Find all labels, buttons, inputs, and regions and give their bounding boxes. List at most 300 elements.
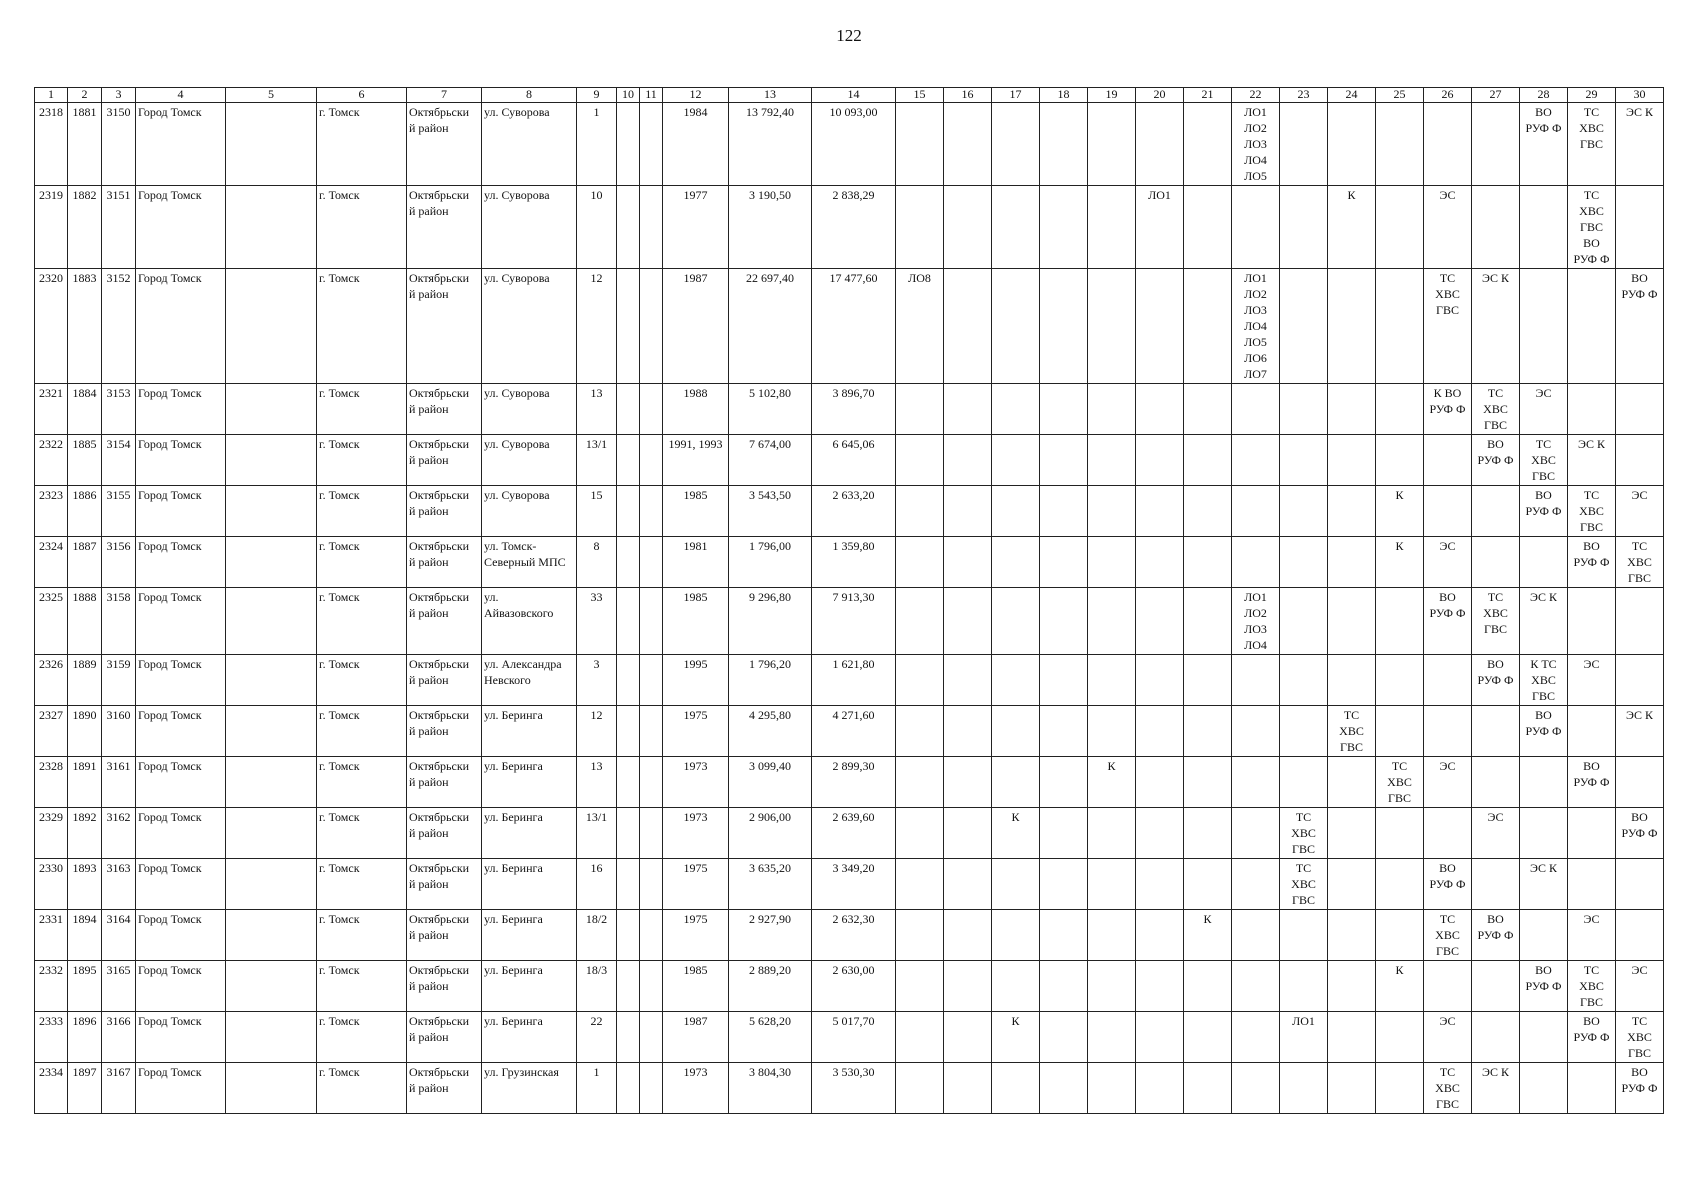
table-cell-col-6: г. Томск (317, 103, 407, 186)
table-cell-col-17: К (992, 808, 1040, 859)
table-cell-col-13: 3 543,50 (729, 486, 812, 537)
table-cell-col-21 (1184, 269, 1232, 384)
column-header-1: 1 (35, 88, 68, 103)
table-cell-col-22 (1232, 910, 1280, 961)
table-cell-col-7: Октябрьски й район (407, 435, 482, 486)
table-cell-col-19 (1088, 910, 1136, 961)
table-cell-col-9: 1 (577, 103, 617, 186)
table-cell-col-30 (1616, 859, 1664, 910)
table-cell-col-30: ВО РУФ Ф (1616, 269, 1664, 384)
table-cell-col-15 (896, 757, 944, 808)
table-cell-col-20 (1136, 961, 1184, 1012)
table-cell-col-1: 2331 (35, 910, 68, 961)
table-cell-col-30: ВО РУФ Ф (1616, 808, 1664, 859)
table-cell-col-27: ВО РУФ Ф (1472, 435, 1520, 486)
table-cell-col-20 (1136, 1012, 1184, 1063)
table-cell-col-12: 1987 (663, 1012, 729, 1063)
table-cell-col-9: 10 (577, 186, 617, 269)
table-cell-col-1: 2319 (35, 186, 68, 269)
table-row (35, 186, 1664, 269)
table-cell-col-8: ул. Александра Невского (482, 655, 577, 706)
table-cell-col-1: 2329 (35, 808, 68, 859)
table-cell-col-18 (1040, 435, 1088, 486)
table-cell-col-11 (640, 808, 663, 859)
table-cell-col-16 (944, 706, 992, 757)
table-cell-col-1: 2328 (35, 757, 68, 808)
table-cell-col-4: Город Томск (136, 269, 226, 384)
table-cell-col-9: 18/2 (577, 910, 617, 961)
table-cell-col-21: К (1184, 910, 1232, 961)
table-cell-col-12: 1973 (663, 757, 729, 808)
table-cell-col-19 (1088, 537, 1136, 588)
table-cell-col-29: ВО РУФ Ф (1568, 1012, 1616, 1063)
table-cell-col-8: ул. Грузинская (482, 1063, 577, 1114)
table-cell-col-22 (1232, 186, 1280, 269)
table-cell-col-22 (1232, 1063, 1280, 1114)
table-cell-col-23 (1280, 588, 1328, 655)
column-header-8: 8 (482, 88, 577, 103)
table-cell-col-14: 3 530,30 (812, 1063, 896, 1114)
table-cell-col-28: ТС ХВС ГВС (1520, 435, 1568, 486)
table-cell-col-3: 3160 (102, 706, 136, 757)
table-row (35, 1063, 1664, 1114)
table-cell-col-7: Октябрьски й район (407, 910, 482, 961)
table-cell-col-25 (1376, 910, 1424, 961)
table-cell-col-30 (1616, 588, 1664, 655)
table-cell-col-27 (1472, 537, 1520, 588)
table-cell-col-9: 13 (577, 757, 617, 808)
table-cell-col-24 (1328, 1063, 1376, 1114)
table-cell-col-17 (992, 486, 1040, 537)
table-cell-col-20 (1136, 435, 1184, 486)
table-cell-col-8: ул. Беринга (482, 808, 577, 859)
table-cell-col-17 (992, 435, 1040, 486)
table-cell-col-26: ВО РУФ Ф (1424, 859, 1472, 910)
table-cell-col-24 (1328, 655, 1376, 706)
column-header-7: 7 (407, 88, 482, 103)
table-cell-col-26: ТС ХВС ГВС (1424, 910, 1472, 961)
table-cell-col-19: К (1088, 757, 1136, 808)
table-cell-col-13: 3 190,50 (729, 186, 812, 269)
table-cell-col-17 (992, 655, 1040, 706)
table-cell-col-25 (1376, 384, 1424, 435)
table-cell-col-4: Город Томск (136, 655, 226, 706)
table-cell-col-15: ЛО8 (896, 269, 944, 384)
table-cell-col-27: ЭС (1472, 808, 1520, 859)
table-cell-col-5 (226, 706, 317, 757)
table-cell-col-22: ЛО1 ЛО2 ЛО3 ЛО4 (1232, 588, 1280, 655)
column-header-20: 20 (1136, 88, 1184, 103)
table-cell-col-11 (640, 961, 663, 1012)
table-cell-col-1: 2324 (35, 537, 68, 588)
table-cell-col-6: г. Томск (317, 486, 407, 537)
table-cell-col-20 (1136, 486, 1184, 537)
column-header-12: 12 (663, 88, 729, 103)
table-cell-col-14: 6 645,06 (812, 435, 896, 486)
table-cell-col-11 (640, 588, 663, 655)
table-cell-col-24 (1328, 588, 1376, 655)
table-cell-col-18 (1040, 859, 1088, 910)
table-cell-col-19 (1088, 808, 1136, 859)
table-cell-col-3: 3166 (102, 1012, 136, 1063)
table-cell-col-26: ЭС (1424, 186, 1472, 269)
table-cell-col-5 (226, 859, 317, 910)
table-cell-col-19 (1088, 1012, 1136, 1063)
table-cell-col-30 (1616, 384, 1664, 435)
table-cell-col-28: ВО РУФ Ф (1520, 486, 1568, 537)
table-cell-col-12: 1985 (663, 588, 729, 655)
table-cell-col-15 (896, 186, 944, 269)
table-cell-col-13: 7 674,00 (729, 435, 812, 486)
table-cell-col-29 (1568, 384, 1616, 435)
table-cell-col-23: ТС ХВС ГВС (1280, 859, 1328, 910)
table-row (35, 384, 1664, 435)
table-cell-col-29: ВО РУФ Ф (1568, 537, 1616, 588)
table-cell-col-22 (1232, 537, 1280, 588)
table-cell-col-23 (1280, 706, 1328, 757)
table-cell-col-3: 3163 (102, 859, 136, 910)
table-cell-col-4: Город Томск (136, 588, 226, 655)
table-cell-col-6: г. Томск (317, 588, 407, 655)
table-cell-col-19 (1088, 961, 1136, 1012)
page-number: 122 (836, 26, 862, 45)
table-cell-col-5 (226, 486, 317, 537)
table-cell-col-27: ВО РУФ Ф (1472, 910, 1520, 961)
table-cell-col-12: 1973 (663, 1063, 729, 1114)
table-cell-col-13: 3 804,30 (729, 1063, 812, 1114)
table-cell-col-16 (944, 435, 992, 486)
table-cell-col-6: г. Томск (317, 435, 407, 486)
table-cell-col-2: 1895 (68, 961, 102, 1012)
table-cell-col-23 (1280, 269, 1328, 384)
table-cell-col-28: ВО РУФ Ф (1520, 961, 1568, 1012)
table-cell-col-18 (1040, 269, 1088, 384)
table-cell-col-7: Октябрьски й район (407, 706, 482, 757)
table-cell-col-21 (1184, 757, 1232, 808)
table-cell-col-13: 5 102,80 (729, 384, 812, 435)
table-cell-col-7: Октябрьски й район (407, 269, 482, 384)
table-cell-col-25 (1376, 1063, 1424, 1114)
table-cell-col-19 (1088, 1063, 1136, 1114)
table-cell-col-10 (617, 859, 640, 910)
table-cell-col-11 (640, 706, 663, 757)
table-cell-col-14: 2 838,29 (812, 186, 896, 269)
table-cell-col-2: 1881 (68, 103, 102, 186)
table-cell-col-16 (944, 269, 992, 384)
table-cell-col-19 (1088, 588, 1136, 655)
table-cell-col-17 (992, 269, 1040, 384)
table-cell-col-8: ул. Суворова (482, 186, 577, 269)
table-cell-col-23 (1280, 655, 1328, 706)
table-cell-col-11 (640, 384, 663, 435)
table-cell-col-15 (896, 910, 944, 961)
table-cell-col-22 (1232, 384, 1280, 435)
column-header-9: 9 (577, 88, 617, 103)
column-header-28: 28 (1520, 88, 1568, 103)
table-cell-col-6: г. Томск (317, 1012, 407, 1063)
table-cell-col-21 (1184, 103, 1232, 186)
table-cell-col-3: 3165 (102, 961, 136, 1012)
column-header-3: 3 (102, 88, 136, 103)
table-cell-col-17 (992, 961, 1040, 1012)
table-cell-col-18 (1040, 384, 1088, 435)
table-cell-col-18 (1040, 1012, 1088, 1063)
table-cell-col-17 (992, 588, 1040, 655)
table-cell-col-6: г. Томск (317, 706, 407, 757)
table-cell-col-4: Город Томск (136, 435, 226, 486)
column-header-22: 22 (1232, 88, 1280, 103)
table-cell-col-23: ЛО1 (1280, 1012, 1328, 1063)
table-cell-col-8: ул. Беринга (482, 859, 577, 910)
table-cell-col-27 (1472, 1012, 1520, 1063)
table-cell-col-11 (640, 655, 663, 706)
table-cell-col-4: Город Томск (136, 1012, 226, 1063)
table-cell-col-25 (1376, 706, 1424, 757)
table-cell-col-25 (1376, 655, 1424, 706)
table-cell-col-22 (1232, 486, 1280, 537)
table-cell-col-20 (1136, 269, 1184, 384)
table-cell-col-15 (896, 486, 944, 537)
table-cell-col-1: 2327 (35, 706, 68, 757)
table-cell-col-16 (944, 384, 992, 435)
table-cell-col-4: Город Томск (136, 486, 226, 537)
table-cell-col-16 (944, 961, 992, 1012)
table-cell-col-7: Октябрьски й район (407, 808, 482, 859)
table-row (35, 1012, 1664, 1063)
table-cell-col-21 (1184, 655, 1232, 706)
table-cell-col-20 (1136, 1063, 1184, 1114)
table-cell-col-17 (992, 859, 1040, 910)
table-cell-col-16 (944, 103, 992, 186)
table-cell-col-6: г. Томск (317, 384, 407, 435)
table-cell-col-26 (1424, 706, 1472, 757)
table-cell-col-24 (1328, 269, 1376, 384)
column-header-13: 13 (729, 88, 812, 103)
table-cell-col-25 (1376, 186, 1424, 269)
table-cell-col-1: 2334 (35, 1063, 68, 1114)
table-cell-col-8: ул. Суворова (482, 103, 577, 186)
table-cell-col-20 (1136, 808, 1184, 859)
table-cell-col-22 (1232, 435, 1280, 486)
table-cell-col-8: ул. Беринга (482, 1012, 577, 1063)
table-cell-col-2: 1885 (68, 435, 102, 486)
table-cell-col-10 (617, 384, 640, 435)
table-cell-col-18 (1040, 588, 1088, 655)
table-cell-col-29: ТС ХВС ГВС (1568, 961, 1616, 1012)
table-cell-col-26 (1424, 808, 1472, 859)
table-cell-col-25 (1376, 859, 1424, 910)
table-cell-col-28 (1520, 1063, 1568, 1114)
table-cell-col-30: ВО РУФ Ф (1616, 1063, 1664, 1114)
table-cell-col-7: Октябрьски й район (407, 859, 482, 910)
table-cell-col-29 (1568, 706, 1616, 757)
table-cell-col-9: 18/3 (577, 961, 617, 1012)
table-cell-col-30: ЭС К (1616, 103, 1664, 186)
table-cell-col-5 (226, 269, 317, 384)
table-row (35, 910, 1664, 961)
column-header-19: 19 (1088, 88, 1136, 103)
table-cell-col-7: Октябрьски й район (407, 103, 482, 186)
table-cell-col-26 (1424, 103, 1472, 186)
table-cell-col-29: ТС ХВС ГВС ВО РУФ Ф (1568, 186, 1616, 269)
column-header-2: 2 (68, 88, 102, 103)
table-cell-col-27 (1472, 103, 1520, 186)
table-cell-col-11 (640, 186, 663, 269)
table-cell-col-12: 1995 (663, 655, 729, 706)
table-cell-col-26: ЭС (1424, 1012, 1472, 1063)
table-cell-col-2: 1894 (68, 910, 102, 961)
table-cell-col-5 (226, 1063, 317, 1114)
table-cell-col-2: 1884 (68, 384, 102, 435)
table-cell-col-18 (1040, 1063, 1088, 1114)
table-cell-col-6: г. Томск (317, 757, 407, 808)
table-cell-col-24 (1328, 1012, 1376, 1063)
table-cell-col-14: 17 477,60 (812, 269, 896, 384)
table-cell-col-12: 1987 (663, 269, 729, 384)
table-body (35, 103, 1664, 1114)
table-cell-col-15 (896, 655, 944, 706)
table-cell-col-25 (1376, 103, 1424, 186)
table-cell-col-22 (1232, 1012, 1280, 1063)
table-cell-col-7: Октябрьски й район (407, 757, 482, 808)
table-cell-col-6: г. Томск (317, 808, 407, 859)
table-cell-col-6: г. Томск (317, 655, 407, 706)
table-cell-col-7: Октябрьски й район (407, 655, 482, 706)
table-cell-col-23 (1280, 103, 1328, 186)
table-cell-col-9: 13/1 (577, 435, 617, 486)
table-cell-col-9: 12 (577, 269, 617, 384)
table-cell-col-30: ЭС (1616, 486, 1664, 537)
table-cell-col-13: 5 628,20 (729, 1012, 812, 1063)
table-cell-col-17 (992, 1063, 1040, 1114)
table-cell-col-15 (896, 537, 944, 588)
table-cell-col-10 (617, 435, 640, 486)
table-cell-col-26 (1424, 655, 1472, 706)
table-cell-col-4: Город Томск (136, 537, 226, 588)
table-cell-col-7: Октябрьски й район (407, 537, 482, 588)
table-cell-col-2: 1892 (68, 808, 102, 859)
table-cell-col-7: Октябрьски й район (407, 1063, 482, 1114)
column-header-18: 18 (1040, 88, 1088, 103)
table-cell-col-28 (1520, 186, 1568, 269)
table-cell-col-15 (896, 588, 944, 655)
column-header-27: 27 (1472, 88, 1520, 103)
table-cell-col-10 (617, 655, 640, 706)
table-cell-col-23 (1280, 537, 1328, 588)
table-cell-col-26: ВО РУФ Ф (1424, 588, 1472, 655)
table-cell-col-23 (1280, 384, 1328, 435)
table-cell-col-12: 1988 (663, 384, 729, 435)
table-cell-col-4: Город Томск (136, 859, 226, 910)
table-cell-col-1: 2322 (35, 435, 68, 486)
table-cell-col-21 (1184, 537, 1232, 588)
table-cell-col-10 (617, 757, 640, 808)
table-cell-col-10 (617, 706, 640, 757)
table-cell-col-28 (1520, 808, 1568, 859)
table-cell-col-27 (1472, 961, 1520, 1012)
table-cell-col-3: 3152 (102, 269, 136, 384)
table-cell-col-8: ул. Беринга (482, 706, 577, 757)
table-cell-col-5 (226, 103, 317, 186)
table-cell-col-26: ТС ХВС ГВС (1424, 269, 1472, 384)
table-cell-col-16 (944, 1063, 992, 1114)
table-cell-col-11 (640, 486, 663, 537)
table-cell-col-18 (1040, 486, 1088, 537)
table-cell-col-17 (992, 384, 1040, 435)
table-cell-col-15 (896, 1063, 944, 1114)
table-cell-col-18 (1040, 808, 1088, 859)
table-cell-col-19 (1088, 706, 1136, 757)
table-cell-col-20 (1136, 537, 1184, 588)
table-cell-col-19 (1088, 486, 1136, 537)
table-cell-col-18 (1040, 910, 1088, 961)
table-cell-col-25 (1376, 269, 1424, 384)
table-cell-col-17 (992, 186, 1040, 269)
table-cell-col-10 (617, 1063, 640, 1114)
table-cell-col-9: 12 (577, 706, 617, 757)
table-cell-col-14: 4 271,60 (812, 706, 896, 757)
table-cell-col-17 (992, 103, 1040, 186)
table-cell-col-12: 1984 (663, 103, 729, 186)
column-header-14: 14 (812, 88, 896, 103)
column-header-11: 11 (640, 88, 663, 103)
table-cell-col-18 (1040, 961, 1088, 1012)
table-cell-col-4: Город Томск (136, 186, 226, 269)
table-cell-col-19 (1088, 186, 1136, 269)
table-cell-col-30: ЭС (1616, 961, 1664, 1012)
table-cell-col-5 (226, 384, 317, 435)
table-row (35, 269, 1664, 384)
table-cell-col-12: 1985 (663, 961, 729, 1012)
table-cell-col-13: 13 792,40 (729, 103, 812, 186)
table-cell-col-28: К ТС ХВС ГВС (1520, 655, 1568, 706)
table-cell-col-10 (617, 537, 640, 588)
table-cell-col-25 (1376, 435, 1424, 486)
table-cell-col-14: 1 359,80 (812, 537, 896, 588)
table-cell-col-1: 2318 (35, 103, 68, 186)
table-cell-col-15 (896, 384, 944, 435)
table-cell-col-2: 1893 (68, 859, 102, 910)
table-cell-col-21 (1184, 486, 1232, 537)
table-cell-col-21 (1184, 706, 1232, 757)
table-cell-col-26: ЭС (1424, 757, 1472, 808)
table-cell-col-20 (1136, 706, 1184, 757)
table-cell-col-6: г. Томск (317, 910, 407, 961)
table-cell-col-1: 2325 (35, 588, 68, 655)
table-cell-col-2: 1883 (68, 269, 102, 384)
table-cell-col-29 (1568, 1063, 1616, 1114)
column-header-4: 4 (136, 88, 226, 103)
table-cell-col-13: 2 889,20 (729, 961, 812, 1012)
table-row (35, 486, 1664, 537)
table-cell-col-1: 2333 (35, 1012, 68, 1063)
table-cell-col-5 (226, 757, 317, 808)
table-cell-col-8: ул. Беринга (482, 961, 577, 1012)
table-cell-col-19 (1088, 103, 1136, 186)
table-row (35, 655, 1664, 706)
table-cell-col-15 (896, 706, 944, 757)
table-cell-col-5 (226, 1012, 317, 1063)
table-cell-col-29 (1568, 588, 1616, 655)
table-cell-col-2: 1888 (68, 588, 102, 655)
table-cell-col-3: 3155 (102, 486, 136, 537)
table-cell-col-6: г. Томск (317, 537, 407, 588)
table-cell-col-16 (944, 486, 992, 537)
column-header-5: 5 (226, 88, 317, 103)
table-cell-col-10 (617, 103, 640, 186)
column-header-25: 25 (1376, 88, 1424, 103)
table-cell-col-18 (1040, 757, 1088, 808)
